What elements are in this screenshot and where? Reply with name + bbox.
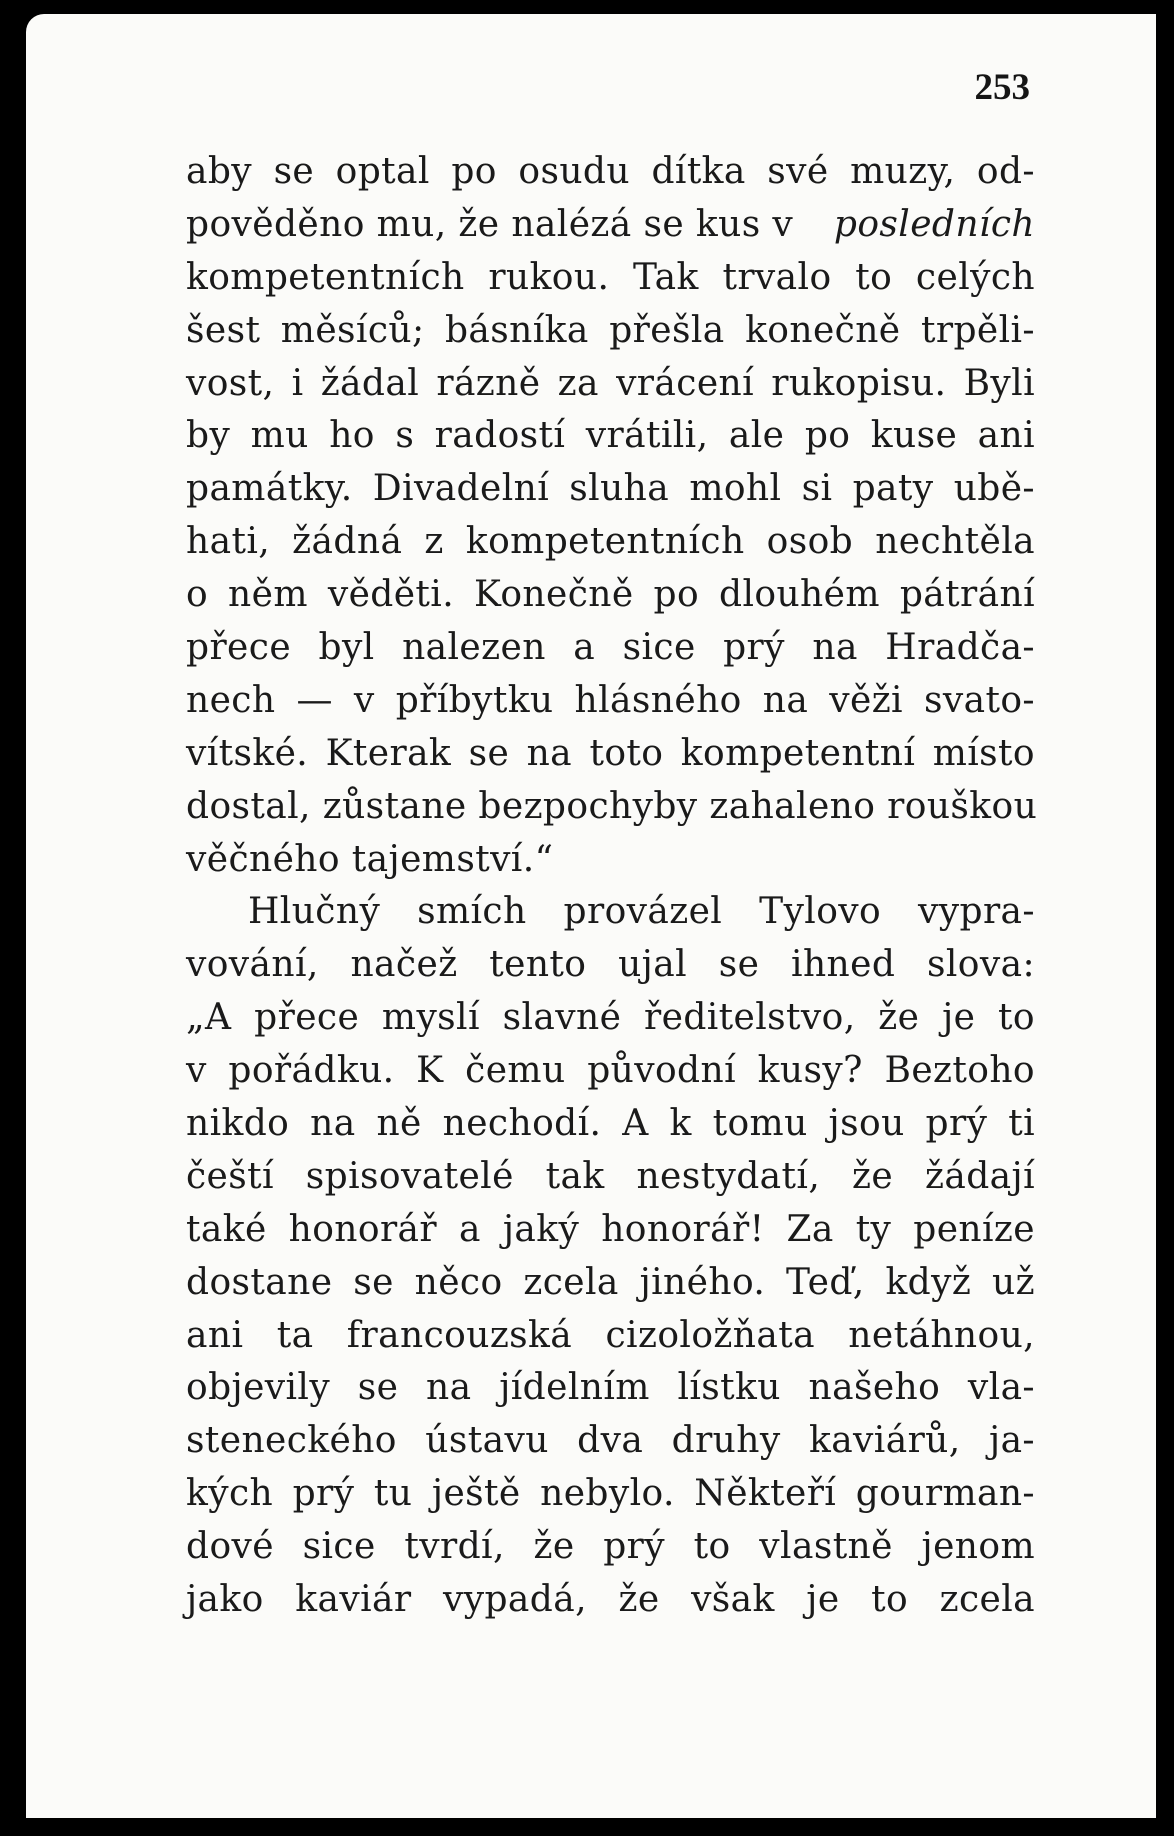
text-line: vítské. Kterak se na toto kompetentní místo bbox=[186, 732, 1035, 774]
text-line: přece byl nalezen a sice prý na Hradča- bbox=[186, 627, 1035, 669]
text-line: ani ta francouzská cizoložňata netáhnou, bbox=[186, 1314, 1035, 1356]
text-line: „A přece myslí slavné ředitelstvo, že je to bbox=[186, 997, 1035, 1039]
text-line bbox=[186, 199, 1035, 252]
text-line: také honorář a jaký honorář! Za ty peníze bbox=[186, 1208, 1035, 1250]
text-line: dostal, zůstane bezpochyby zahaleno rouškou bbox=[186, 785, 1038, 827]
text-line: čeští spisovatelé tak nestydatí, že žádají bbox=[186, 1155, 1035, 1197]
text-line: by mu ho s radostí vrátili, ale po kuse ani bbox=[186, 415, 1035, 457]
text-line: nikdo na ně nechodí. A k tomu jsou prý ti bbox=[186, 1103, 1035, 1145]
text-line: kých prý tu ještě nebylo. Někteří gourman- bbox=[186, 1473, 1035, 1515]
text-line: dové sice tvrdí, že prý to vlastně jenom bbox=[186, 1526, 1035, 1568]
text-line: o něm věděti. Konečně po dlouhém pátrání bbox=[186, 574, 1035, 616]
text-line: nech — v příbytku hlásného na věži svato- bbox=[186, 679, 1035, 721]
text-line: hati, žádná z kompetentních osob nechtěla bbox=[186, 521, 1035, 563]
book-page bbox=[26, 14, 1156, 1818]
text-line: aby se optal po osudu dítka své muzy, od- bbox=[186, 151, 1035, 192]
text-line: jako kaviár vypadá, že však je to zcela bbox=[186, 1579, 1035, 1621]
text-line: kompetentních rukou. Tak trvalo to celých bbox=[186, 256, 1035, 298]
text-line: vování, načež tento ujal se ihned slova: bbox=[186, 944, 1035, 986]
italic-word: posledních bbox=[833, 203, 1035, 245]
text-line: věčného tajemství.“ bbox=[186, 838, 554, 880]
paragraph-2 bbox=[186, 886, 1035, 1626]
text-line: v pořádku. K čemu původní kusy? Beztoho bbox=[186, 1050, 1035, 1092]
scan-edge bbox=[0, 0, 26, 1836]
text-line: objevily se na jídelním lístku našeho vla- bbox=[186, 1367, 1035, 1409]
paragraph-1 bbox=[186, 146, 1038, 886]
text-line: šest měsíců; básníka přešla konečně trpěli- bbox=[186, 309, 1035, 351]
page-number: 253 bbox=[974, 67, 1030, 108]
text-line-part: pověděno mu, že nalézá se kus v bbox=[186, 203, 794, 245]
text-line: památky. Divadelní sluha mohl si paty ubě- bbox=[186, 468, 1035, 510]
text-line: steneckého ústavu dva druhy kaviárů, ja- bbox=[186, 1420, 1035, 1462]
body-text bbox=[186, 146, 1038, 1627]
text-line: vost, i žádal rázně za vrácení rukopisu. Byli bbox=[186, 362, 1035, 404]
text-line: Hlučný smích provázel Tylovo vypra- bbox=[248, 891, 1035, 933]
text-line: dostane se něco zcela jiného. Teď, když už bbox=[186, 1261, 1035, 1303]
